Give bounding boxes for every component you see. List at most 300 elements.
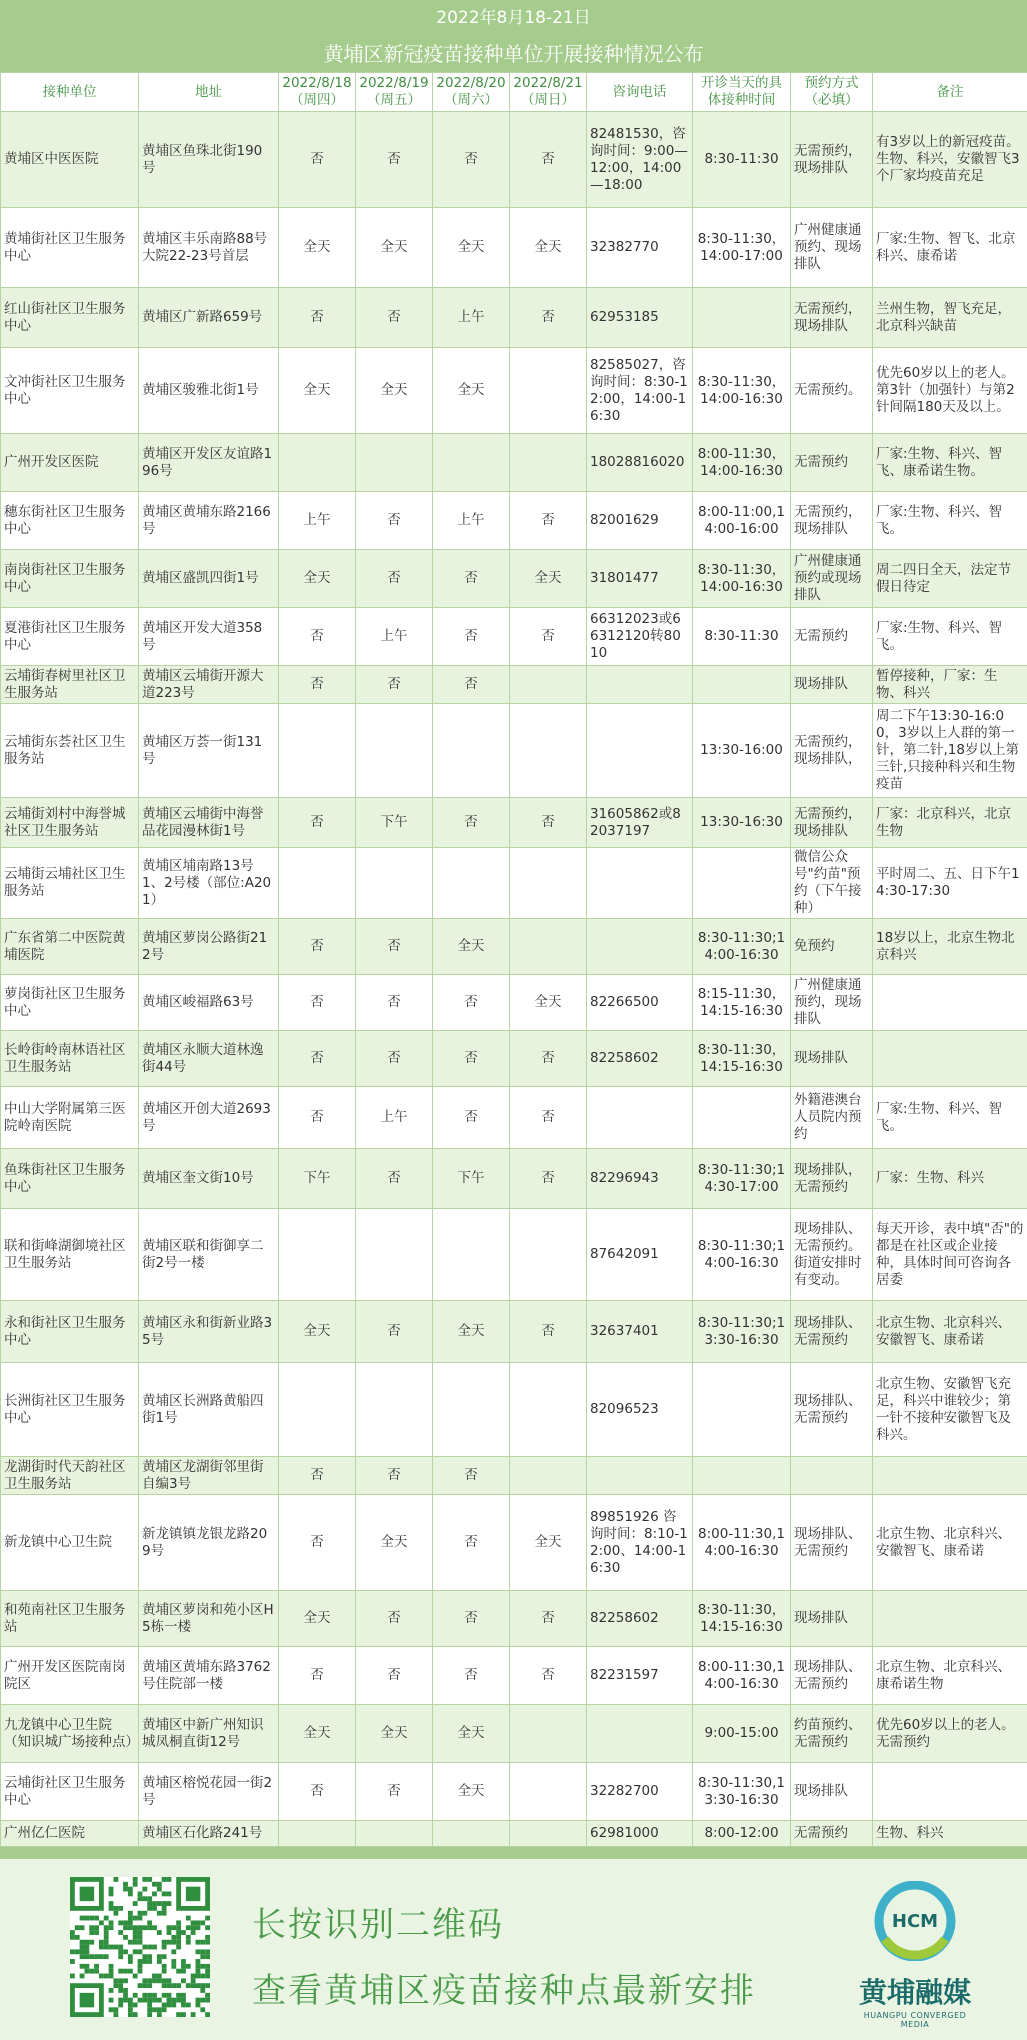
- table-cell: 否: [510, 1149, 587, 1209]
- table-row: [1, 608, 1027, 666]
- table-cell: 82266500: [587, 975, 693, 1031]
- table-cell: 云埔街云埔社区卫生服务站: [1, 848, 139, 919]
- table-cell: 82096523: [587, 1363, 693, 1457]
- table-cell: 全天: [356, 348, 433, 434]
- table-cell: [433, 1363, 510, 1457]
- table-row: [1, 550, 1027, 608]
- header-date: 2022年8月18-21日: [436, 8, 591, 28]
- table-row: [1, 348, 1027, 434]
- table-cell: 否: [510, 798, 587, 848]
- table-cell: [693, 848, 791, 919]
- table-cell: 8:30-11:30;14:00-16:30: [693, 1209, 791, 1301]
- table-cell: 长岭街岭南林语社区卫生服务站: [1, 1031, 139, 1087]
- table-cell: 否: [510, 1087, 587, 1149]
- table-cell: [510, 666, 587, 704]
- table-cell: 厂家:生物、智飞、北京科兴、康希诺: [873, 208, 1027, 288]
- table-cell: [587, 1705, 693, 1763]
- table-row: [1, 288, 1027, 348]
- table-row: [1, 492, 1027, 550]
- table-cell: 8:30-11:30,13:30-16:30: [693, 1763, 791, 1821]
- table-cell: 黄埔区鱼珠北街190号: [139, 112, 279, 208]
- table-row: [1, 1149, 1027, 1209]
- table-cell: 全天: [356, 208, 433, 288]
- table-row: [1, 208, 1027, 288]
- table-cell: [356, 1209, 433, 1301]
- table-cell: 无需预约，现场排队: [791, 492, 873, 550]
- table-cell: 无需预约，现场排队: [791, 798, 873, 848]
- table-cell: 全天: [433, 208, 510, 288]
- table-cell: 南岗街社区卫生服务中心: [1, 550, 139, 608]
- table-cell: 否: [356, 112, 433, 208]
- table-cell: 62981000: [587, 1821, 693, 1847]
- table-cell: 8:30-11:30，14:00-16:30: [693, 348, 791, 434]
- logo-text: 黄埔融媒: [858, 1976, 971, 2009]
- table-cell: 18岁以上，北京生物北京科兴: [873, 919, 1027, 975]
- table-cell: 8:30-11:30，14:00-17:00: [693, 208, 791, 288]
- table-cell: 上午: [433, 492, 510, 550]
- table-cell: 周二下午13:30-16:00，3岁以上人群的第一针，第二针,18岁以上第三针,只接种科兴和生物疫苗: [873, 704, 1027, 798]
- table-row: [1, 1087, 1027, 1149]
- table-cell: 8:00-11:00,14:00-16:00: [693, 492, 791, 550]
- table-cell: [510, 919, 587, 975]
- table-cell: 否: [510, 1647, 587, 1705]
- table-cell: 82258602: [587, 1591, 693, 1647]
- table-row: [1, 666, 1027, 704]
- table-cell: 否: [279, 1647, 356, 1705]
- col-header: 预约方式（必填）: [791, 73, 873, 112]
- table-cell: [433, 848, 510, 919]
- table-cell: 全天: [433, 348, 510, 434]
- page-title: 黄埔区新冠疫苗接种单位开展接种情况公布: [323, 42, 704, 66]
- table-cell: 黄埔区峻福路63号: [139, 975, 279, 1031]
- table-cell: [587, 1457, 693, 1495]
- table-cell: 北京生物、安徽智飞充足，科兴中谁较少；第一针不接种安徽智飞及科兴。: [873, 1363, 1027, 1457]
- table-cell: 黄埔区联和街御享二街2号一楼: [139, 1209, 279, 1301]
- table-cell: 云埔街春树里社区卫生服务站: [1, 666, 139, 704]
- table-cell: 否: [510, 1031, 587, 1087]
- table-cell: [587, 704, 693, 798]
- table-cell: 北京生物、北京科兴、康希诺生物: [873, 1647, 1027, 1705]
- table-cell: [693, 1087, 791, 1149]
- table-cell: 87642091: [587, 1209, 693, 1301]
- table-cell: [279, 848, 356, 919]
- table-row: [1, 1495, 1027, 1591]
- table-cell: 8:30-11:30;13:30-16:30: [693, 1301, 791, 1363]
- table-cell: 全天: [356, 1705, 433, 1763]
- table-cell: 厂家:生物、科兴、智飞、康希诺生物。: [873, 434, 1027, 492]
- table-cell: 北京生物、北京科兴、安徽智飞、康希诺: [873, 1301, 1027, 1363]
- table-cell: 13:30-16:00: [693, 704, 791, 798]
- table-cell: 上午: [279, 492, 356, 550]
- table-cell: 萝岗街社区卫生服务中心: [1, 975, 139, 1031]
- table-cell: 现场排队、无需预约: [791, 1301, 873, 1363]
- table-cell: 黄埔区永顺大道林逸街44号: [139, 1031, 279, 1087]
- table-cell: 黄埔区中医医院: [1, 112, 139, 208]
- table-cell: 每天开诊，表中填"否"的都是在社区或企业接种，具体时间可咨询各居委: [873, 1209, 1027, 1301]
- table-cell: 北京生物、北京科兴、安徽智飞、康希诺: [873, 1495, 1027, 1591]
- table-row: [1, 1821, 1027, 1847]
- table-cell: 平时周二、五、日下午14:30-17:30: [873, 848, 1027, 919]
- table-cell: 8:30-11:30，14:15-16:30: [693, 1031, 791, 1087]
- table-cell: [791, 1457, 873, 1495]
- table-cell: [693, 1363, 791, 1457]
- table-cell: 否: [433, 1457, 510, 1495]
- table-cell: 黄埔区龙湖街邻里街自编3号: [139, 1457, 279, 1495]
- table-cell: 否: [279, 1763, 356, 1821]
- table-cell: 现场排队: [791, 1031, 873, 1087]
- table-cell: 现场排队、无需预约: [791, 1363, 873, 1457]
- table-cell: [693, 288, 791, 348]
- table-cell: 现场排队、无需预约: [791, 1647, 873, 1705]
- table-cell: [356, 1363, 433, 1457]
- table-cell: 红山街社区卫生服务中心: [1, 288, 139, 348]
- table-cell: 微信公众号"约苗"预约（下午接种）: [791, 848, 873, 919]
- table-cell: 云埔街东荟社区卫生服务站: [1, 704, 139, 798]
- table-cell: 生物、科兴: [873, 1821, 1027, 1847]
- table-cell: 否: [433, 1087, 510, 1149]
- table-cell: 暂停接种，厂家：生物、科兴: [873, 666, 1027, 704]
- table-cell: [873, 975, 1027, 1031]
- table-cell: [873, 1031, 1027, 1087]
- table-cell: 现场排队: [791, 1763, 873, 1821]
- table-cell: 82001629: [587, 492, 693, 550]
- table-row: [1, 1763, 1027, 1821]
- table-cell: 否: [510, 492, 587, 550]
- table-cell: 13:30-16:30: [693, 798, 791, 848]
- table-cell: 否: [433, 1647, 510, 1705]
- table-cell: 否: [356, 550, 433, 608]
- table-cell: [510, 1457, 587, 1495]
- table-cell: 否: [356, 1763, 433, 1821]
- table-cell: 广东省第二中医院黄埔医院: [1, 919, 139, 975]
- col-header: 地址: [139, 73, 279, 112]
- table-cell: 新龙镇镇龙银龙路209号: [139, 1495, 279, 1591]
- table-cell: 8:00-11:30,14:00-16:30: [693, 1647, 791, 1705]
- table-cell: [510, 704, 587, 798]
- table-cell: 8:00-11:30,14:00-16:30: [693, 1495, 791, 1591]
- table-cell: 黄埔区黄埔东路2166号: [139, 492, 279, 550]
- col-header: 开诊当天的具体接种时间: [693, 73, 791, 112]
- page-header: [0, 0, 1027, 72]
- table-cell: 否: [279, 1087, 356, 1149]
- table-cell: 8:00-11:30，14:00-16:30: [693, 434, 791, 492]
- table-cell: 全天: [433, 1301, 510, 1363]
- table-cell: 32282700: [587, 1763, 693, 1821]
- table-cell: 云埔街社区卫生服务中心: [1, 1763, 139, 1821]
- table-cell: 31801477: [587, 550, 693, 608]
- table-cell: 新龙镇中心卫生院: [1, 1495, 139, 1591]
- table-cell: 否: [356, 975, 433, 1031]
- table-cell: 厂家：北京科兴，北京生物: [873, 798, 1027, 848]
- table-cell: 全天: [433, 1705, 510, 1763]
- table-cell: 32382770: [587, 208, 693, 288]
- table-cell: 全天: [279, 208, 356, 288]
- table-cell: [356, 1821, 433, 1847]
- table-cell: 现场排队，无需预约: [791, 1149, 873, 1209]
- table-cell: [356, 434, 433, 492]
- table-cell: 黄埔区中新广州知识城凤桐直街12号: [139, 1705, 279, 1763]
- table-cell: [510, 434, 587, 492]
- table-cell: 全天: [279, 1705, 356, 1763]
- table-cell: 否: [433, 550, 510, 608]
- table-cell: 否: [433, 975, 510, 1031]
- table-cell: 无需预约: [791, 1821, 873, 1847]
- table-cell: 下午: [279, 1149, 356, 1209]
- qr-code-icon[interactable]: [70, 1877, 210, 2017]
- table-cell: 62953185: [587, 288, 693, 348]
- table-cell: 鱼珠街社区卫生服务中心: [1, 1149, 139, 1209]
- table-cell: 黄埔区云埔街中海誉品花园漫林街1号: [139, 798, 279, 848]
- table-body: [1, 112, 1027, 1847]
- table-cell: 8:30-11:30，14:15-16:30: [693, 1591, 791, 1647]
- table-cell: 黄埔区黄埔东路3762号住院部一楼: [139, 1647, 279, 1705]
- table-cell: 否: [279, 1495, 356, 1591]
- table-row: [1, 919, 1027, 975]
- table-cell: 中山大学附属第三医院岭南医院: [1, 1087, 139, 1149]
- table-cell: 广州开发区医院: [1, 434, 139, 492]
- table-cell: 黄埔区永和街新业路35号: [139, 1301, 279, 1363]
- table-cell: [510, 1705, 587, 1763]
- table-cell: 永和街社区卫生服务中心: [1, 1301, 139, 1363]
- table-cell: 否: [279, 666, 356, 704]
- table-cell: 否: [279, 975, 356, 1031]
- table-cell: 否: [510, 608, 587, 666]
- table-cell: 免预约: [791, 919, 873, 975]
- table-cell: 下午: [433, 1149, 510, 1209]
- table-cell: 31605862或82037197: [587, 798, 693, 848]
- table-cell: 否: [356, 919, 433, 975]
- table-cell: [279, 434, 356, 492]
- table-cell: 穗东街社区卫生服务中心: [1, 492, 139, 550]
- table-cell: 82258602: [587, 1031, 693, 1087]
- table-cell: 黄埔区奎文街10号: [139, 1149, 279, 1209]
- table-cell: 否: [356, 492, 433, 550]
- table-cell: 全天: [433, 919, 510, 975]
- table-cell: 现场排队: [791, 666, 873, 704]
- table-cell: 否: [510, 288, 587, 348]
- table-cell: [510, 848, 587, 919]
- hcm-logo-icon: [870, 1881, 960, 1961]
- table-cell: 黄埔区广新路659号: [139, 288, 279, 348]
- table-cell: 文冲街社区卫生服务中心: [1, 348, 139, 434]
- table-cell: 厂家:生物、科兴、智飞。: [873, 1087, 1027, 1149]
- table-cell: 上午: [433, 288, 510, 348]
- table-row: [1, 1363, 1027, 1457]
- table-cell: 8:00-12:00: [693, 1821, 791, 1847]
- table-row: [1, 434, 1027, 492]
- table-cell: [873, 1763, 1027, 1821]
- table-cell: 联和街峰湖御境社区卫生服务站: [1, 1209, 139, 1301]
- table-cell: 18028816020: [587, 434, 693, 492]
- table-cell: 89851926 咨询时间：8:10-12:00、14:00-16:30: [587, 1495, 693, 1591]
- table-cell: 黄埔区埔南路13号1、2号楼（部位:A201）: [139, 848, 279, 919]
- table-cell: 全天: [433, 1763, 510, 1821]
- table-cell: 全天: [510, 1495, 587, 1591]
- footer-line1: 长按识别二维码: [252, 1905, 504, 1945]
- table-cell: 82296943: [587, 1149, 693, 1209]
- table-cell: 否: [356, 1301, 433, 1363]
- table-cell: [587, 1087, 693, 1149]
- table-cell: 黄埔区萝岗公路街212号: [139, 919, 279, 975]
- table-cell: 66312023或66312120转8010: [587, 608, 693, 666]
- table-cell: 黄埔区云埔街开源大道223号: [139, 666, 279, 704]
- table-cell: 8:30-11:30: [693, 112, 791, 208]
- table-cell: 否: [279, 1457, 356, 1495]
- table-cell: 黄埔街社区卫生服务中心: [1, 208, 139, 288]
- table-row: [1, 975, 1027, 1031]
- table-cell: 黄埔区开创大道2693号: [139, 1087, 279, 1149]
- col-header: 2022/8/21 （周日）: [510, 73, 587, 112]
- table-cell: 夏港街社区卫生服务中心: [1, 608, 139, 666]
- brand-logo: [850, 1881, 980, 2031]
- table-cell: 否: [356, 1457, 433, 1495]
- table-cell: 否: [433, 1031, 510, 1087]
- col-header: 接种单位: [1, 73, 139, 112]
- table-cell: 兰州生物，智飞充足，北京科兴缺苗: [873, 288, 1027, 348]
- table-cell: 否: [279, 798, 356, 848]
- table-cell: [873, 1591, 1027, 1647]
- table-cell: 否: [510, 1591, 587, 1647]
- table-cell: 否: [356, 1647, 433, 1705]
- table-row: [1, 848, 1027, 919]
- table-cell: 厂家:生物、科兴、智飞。: [873, 608, 1027, 666]
- table-cell: 黄埔区石化路241号: [139, 1821, 279, 1847]
- table-row: [1, 704, 1027, 798]
- table-cell: 8:30-11:30: [693, 608, 791, 666]
- col-header: 咨询电话: [587, 73, 693, 112]
- table-cell: 否: [356, 666, 433, 704]
- logo-en: HUANGPU CONVERGED MEDIA: [863, 2011, 967, 2029]
- footer: [0, 1847, 1027, 2040]
- table-cell: 黄埔区盛凯四街1号: [139, 550, 279, 608]
- table-cell: [510, 348, 587, 434]
- table-cell: [693, 666, 791, 704]
- table-cell: 全天: [510, 550, 587, 608]
- table-cell: 全天: [279, 348, 356, 434]
- table-cell: 否: [433, 1495, 510, 1591]
- table-cell: 无需预约，现场排队: [791, 288, 873, 348]
- table-cell: 龙湖街时代天韵社区卫生服务站: [1, 1457, 139, 1495]
- table-cell: 全天: [279, 1301, 356, 1363]
- table-cell: 否: [356, 1591, 433, 1647]
- table-cell: 否: [279, 1031, 356, 1087]
- table-cell: 否: [433, 608, 510, 666]
- table-cell: 黄埔区长洲路黄船四街1号: [139, 1363, 279, 1457]
- table-cell: [693, 1457, 791, 1495]
- table-cell: [279, 1363, 356, 1457]
- table-row: [1, 798, 1027, 848]
- table-cell: [510, 1763, 587, 1821]
- table-cell: [433, 1209, 510, 1301]
- table-cell: 否: [279, 288, 356, 348]
- table-cell: 无需预约，现场排队，: [791, 704, 873, 798]
- table-cell: 长洲街社区卫生服务中心: [1, 1363, 139, 1457]
- table-cell: [356, 704, 433, 798]
- table-cell: 厂家:生物、科兴、智飞。: [873, 492, 1027, 550]
- table-cell: [587, 919, 693, 975]
- table-cell: 8:30-11:30，14:00-16:30: [693, 550, 791, 608]
- table-cell: 无需预约。: [791, 348, 873, 434]
- table-cell: 否: [279, 112, 356, 208]
- table-cell: 否: [356, 288, 433, 348]
- table-cell: 广州健康通预约，现场排队: [791, 975, 873, 1031]
- table-row: [1, 1457, 1027, 1495]
- table-cell: 下午: [356, 798, 433, 848]
- table-cell: 黄埔区骏雅北街1号: [139, 348, 279, 434]
- table-cell: 广州健康通预约、现场排队: [791, 208, 873, 288]
- table-cell: 全天: [510, 975, 587, 1031]
- table-cell: [279, 1821, 356, 1847]
- table-cell: 否: [433, 666, 510, 704]
- table-cell: 广州健康通预约或现场排队: [791, 550, 873, 608]
- table-cell: 否: [279, 919, 356, 975]
- table-cell: [356, 848, 433, 919]
- table-cell: 黄埔区万荟一街131号: [139, 704, 279, 798]
- table-cell: 厂家：生物、科兴: [873, 1149, 1027, 1209]
- table-cell: 否: [433, 1591, 510, 1647]
- table-cell: [279, 704, 356, 798]
- footer-line2: 查看黄埔区疫苗接种点最新安排: [252, 1971, 756, 2011]
- table-cell: 上午: [356, 1087, 433, 1149]
- table-cell: 黄埔区萝岗和苑小区H5栋一楼: [139, 1591, 279, 1647]
- table-cell: [510, 1209, 587, 1301]
- table-cell: 8:30-11:30;14:30-17:00: [693, 1149, 791, 1209]
- table-cell: 82231597: [587, 1647, 693, 1705]
- table-row: [1, 1209, 1027, 1301]
- table-cell: 否: [356, 1149, 433, 1209]
- table-cell: [433, 1821, 510, 1847]
- col-header: 2022/8/20 （周六）: [433, 73, 510, 112]
- table-cell: 全天: [356, 1495, 433, 1591]
- table-cell: [587, 666, 693, 704]
- table-cell: [510, 1363, 587, 1457]
- col-header: 备注: [873, 73, 1027, 112]
- table-cell: 否: [433, 798, 510, 848]
- table-cell: 优先60岁以上的老人。第3针（加强针）与第2针间隔180天及以上。: [873, 348, 1027, 434]
- table-cell: [873, 1457, 1027, 1495]
- table-cell: 黄埔区开发区友谊路196号: [139, 434, 279, 492]
- table-cell: [510, 1821, 587, 1847]
- col-header: 2022/8/19 （周五）: [356, 73, 433, 112]
- table-cell: 82481530，咨询时间：9:00—12:00，14:00—18:00: [587, 112, 693, 208]
- table-cell: 全天: [279, 1591, 356, 1647]
- table-cell: 有3岁以上的新冠疫苗。生物、科兴，安徽智飞3个厂家均疫苗充足: [873, 112, 1027, 208]
- table-row: [1, 1031, 1027, 1087]
- table-cell: 82585027，咨询时间：8:30-12:00，14:00-16:30: [587, 348, 693, 434]
- table-cell: 外籍港澳台人员院内预约: [791, 1087, 873, 1149]
- table-cell: 上午: [356, 608, 433, 666]
- table-cell: 黄埔区丰乐南路88号大院22-23号首层: [139, 208, 279, 288]
- table-cell: 否: [510, 1301, 587, 1363]
- table-cell: 约苗预约、无需预约: [791, 1705, 873, 1763]
- table-cell: 否: [279, 608, 356, 666]
- table-cell: 8:15-11:30，14:15-16:30: [693, 975, 791, 1031]
- table-cell: 无需预约: [791, 608, 873, 666]
- table-cell: 广州亿仁医院: [1, 1821, 139, 1847]
- table-cell: 黄埔区榕悦花园一街2号: [139, 1763, 279, 1821]
- table-cell: [433, 434, 510, 492]
- table-cell: 全天: [510, 208, 587, 288]
- table-cell: 无需预约: [791, 434, 873, 492]
- table-cell: 否: [510, 112, 587, 208]
- table-cell: 否: [356, 1031, 433, 1087]
- table-cell: 32637401: [587, 1301, 693, 1363]
- vaccination-table: [0, 72, 1027, 1847]
- table-cell: 8:30-11:30;14:00-16:30: [693, 919, 791, 975]
- table-cell: 现场排队: [791, 1591, 873, 1647]
- table-row: [1, 112, 1027, 208]
- table-cell: 优先60岁以上的老人。无需预约: [873, 1705, 1027, 1763]
